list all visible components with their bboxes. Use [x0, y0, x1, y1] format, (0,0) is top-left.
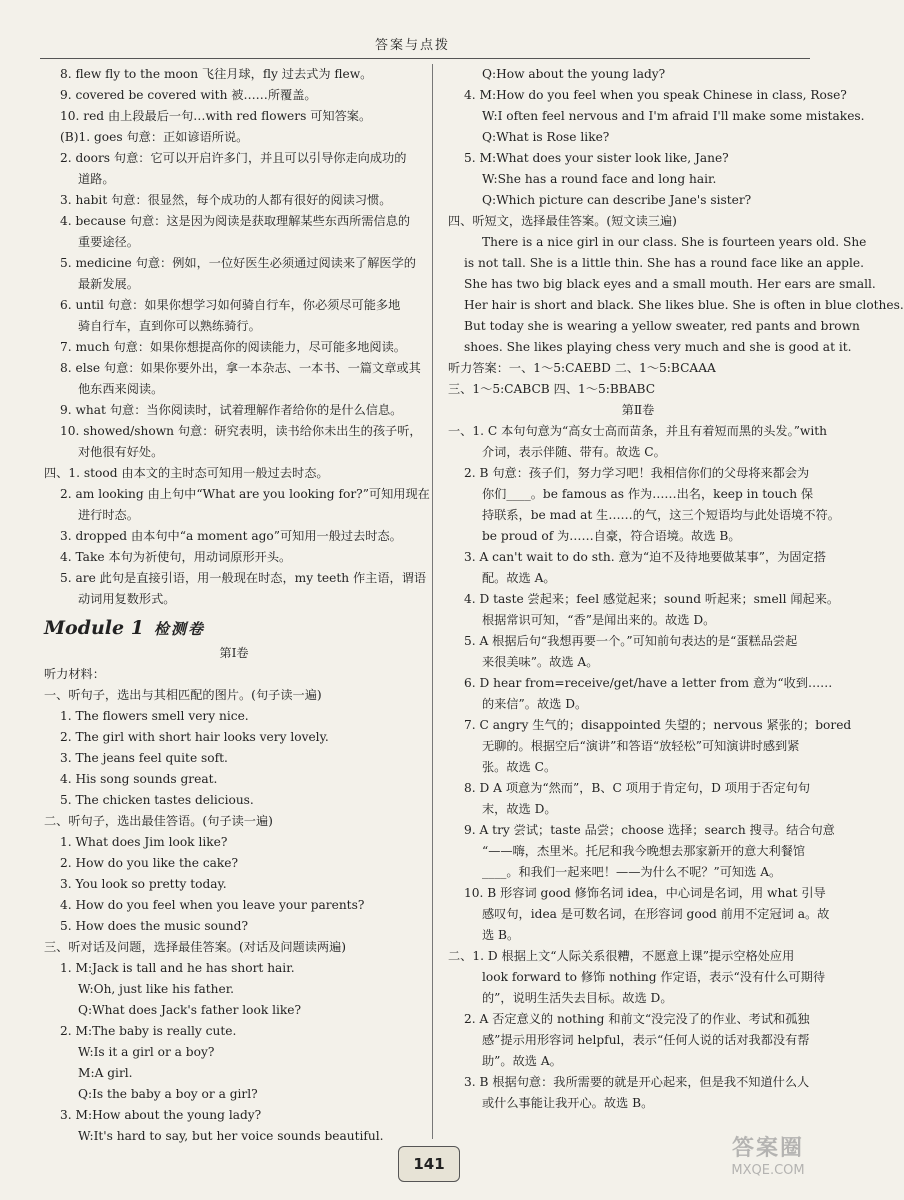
text-line: 8. D A 项意为“然而”，B、C 项用于肯定句，D 项用于否定句句: [464, 781, 811, 795]
text-line: 他东西来阅读。: [78, 382, 164, 396]
module-subtitle: 检测卷: [153, 620, 205, 638]
text-line: 2. doors 句意：它可以开启许多门，并且可以引导你走向成功的: [60, 151, 407, 165]
text-line: 3. habit 句意：很显然，每个成功的人都有很好的阅读习惯。: [60, 193, 392, 207]
text-line: 8. flew fly to the moon 飞往月球，fly 过去式为 flew。: [60, 67, 373, 81]
text-line: (B)1. goes 句意：正如谚语所说。: [60, 130, 249, 144]
text-line: 4. D taste 尝起来；feel 感觉起来；sound 听起来；smell 闻起来。: [464, 592, 840, 606]
text-line: 或什么事能让我开心。故选 B。: [482, 1096, 654, 1110]
page-number-badge: [398, 1146, 460, 1182]
page-number: 141: [413, 1155, 445, 1173]
text-line: 张。故选 C。: [482, 760, 557, 774]
text-line: 5. are 此句是直接引语，用一般现在时态，my teeth 作主语，谓语: [60, 571, 427, 585]
column-divider: [432, 64, 433, 1139]
right-answers: [448, 64, 904, 1114]
text-line: There is a nice girl in our class. She is fourteen years old. She: [482, 235, 867, 249]
text-line: 对他很有好处。: [78, 445, 164, 459]
text-line: M:A girl.: [78, 1066, 133, 1080]
text-line: 5. A 根据后句“我想再要一个。”可知前句表达的是“蛋糕品尝起: [464, 634, 798, 648]
text-line: Q:Which picture can describe Jane's sister?: [482, 193, 752, 207]
text-line: 3. You look so pretty today.: [60, 877, 227, 891]
text-line: 5. The chicken tastes delicious.: [60, 793, 254, 807]
text-line: 10. showed/shown 句意：研究表明，读书给你未出生的孩子听，: [60, 424, 422, 438]
text-line: 的来信”。故选 D。: [482, 697, 588, 711]
text-line: is not tall. She is a little thin. She has a round face like an apple.: [464, 256, 864, 270]
text-line: 听力材料：: [44, 667, 105, 681]
text-line: be proud of 为……自豪，符合语境。故选 B。: [482, 529, 741, 543]
text-line: 1. The flowers smell very nice.: [60, 709, 249, 723]
text-line: 8. else 句意：如果你要外出，拿一本杂志、一本书、一篇文章或其: [60, 361, 421, 375]
text-line: 感叹句，idea 是可数名词，在形容词 good 前用不定冠词 a。故: [482, 907, 830, 921]
text-line: 2. How do you like the cake?: [60, 856, 239, 870]
text-line: 6. D hear from=receive/get/have a letter from 意为“收到……: [464, 676, 833, 690]
text-line: 骑自行车，直到你可以熟练骑行。: [78, 319, 261, 333]
text-line: 四、听短文，选择最佳答案。(短文读三遍): [448, 214, 677, 228]
text-line: 9. what 句意：当你阅读时，试着理解作者给你的是什么信息。: [60, 403, 403, 417]
text-line: 听力答案：一、1～5:CAEBD 二、1～5:BCAAA: [448, 361, 716, 375]
text-line: But today she is wearing a yellow sweater, red pants and brown: [464, 319, 860, 333]
text-line: 1. M:Jack is tall and he has short hair.: [60, 961, 295, 975]
text-line: 来很美味”。故选 A。: [482, 655, 599, 669]
text-line: 二、1. D 根据上文“人际关系很糟，不愿意上课”提示空格处应用: [448, 949, 795, 963]
text-line: 进行时态。: [78, 508, 139, 522]
text-line: 6. until 句意：如果你想学习如何骑自行车，你必须尽可能多地: [60, 298, 401, 312]
text-line: 1. What does Jim look like?: [60, 835, 228, 849]
text-line: 一、1. C 本句句意为“高女士高而苗条，并且有着短而黑的头发。”with: [448, 424, 828, 438]
text-line: 9. covered be covered with 被……所覆盖。: [60, 88, 317, 102]
text-line: 持联系，be mad at 生……的气，这三个短语均与此处语境不符。: [482, 508, 840, 522]
text-line: 动词用复数形式。: [78, 592, 176, 606]
text-line: 介词，表示伴随、带有。故选 C。: [482, 445, 666, 459]
text-line: 3. B 根据句意：我所需要的就是开心起来，但是我不知道什么人: [464, 1075, 810, 1089]
text-line: 10. red 由上段最后一句…with red flowers 可知答案。: [60, 109, 372, 123]
text-line: 10. B 形容词 good 修饰名词 idea，中心词是名词，用 what 引导: [464, 886, 826, 900]
text-line: 三、1～5:CABCB 四、1～5:BBABC: [448, 382, 656, 396]
watermark-url: MXQE.COM: [731, 1163, 805, 1178]
text-line: 2. am looking 由上句中“What are you looking for?”可知用现在: [60, 487, 430, 501]
left-answers: [44, 64, 430, 610]
text-line: W:She has a round face and long hair.: [482, 172, 717, 186]
text-line: 二、听句子，选出最佳答语。(句子读一遍): [44, 814, 273, 828]
text-line: W:Oh, just like his father.: [78, 982, 235, 996]
text-line: 选 B。: [482, 928, 520, 942]
text-line: 4. because 句意：这是因为阅读是获取理解某些东西所需信息的: [60, 214, 411, 228]
text-line: “——嗨，杰里米。托尼和我今晚想去那家新开的意大利餐馆: [482, 844, 806, 858]
listening-material: [44, 643, 424, 1147]
module-name: Module 1: [44, 617, 144, 639]
text-line: 三、听对话及问题，选择最佳答案。(对话及问题读两遍): [44, 940, 347, 954]
text-line: 3. A can't wait to do sth. 意为“迫不及待地要做某事”，为固定搭: [464, 550, 826, 564]
text-line: shoes. She likes playing chess very much and she is good at it.: [464, 340, 852, 354]
text-line: Q:Is the baby a boy or a girl?: [78, 1087, 258, 1101]
text-line: 助”。故选 A。: [482, 1054, 562, 1068]
header-title: 答案与点拨: [374, 38, 450, 53]
text-line: 最新发展。: [78, 277, 139, 291]
text-line: 4. M:How do you feel when you speak Chinese in class, Rose?: [464, 88, 847, 102]
module-title: [44, 614, 424, 643]
text-line: 5. How does the music sound?: [60, 919, 248, 933]
text-line: 3. dropped 由本句中“a moment ago”可知用一般过去时态。: [60, 529, 402, 543]
text-line: Q:What is Rose like?: [482, 130, 610, 144]
text-line: 根据常识可知，“香”是闻出来的。故选 D。: [482, 613, 716, 627]
text-line: 你们____。be famous as 作为……出名，keep in touch 保: [482, 487, 814, 501]
text-line: 一、听句子，选出与其相匹配的图片。(句子读一遍): [44, 688, 322, 702]
text-line: W:Is it a girl or a boy?: [78, 1045, 215, 1059]
text-line: 3. The jeans feel quite soft.: [60, 751, 228, 765]
text-line: 配。故选 A。: [482, 571, 556, 585]
text-line: 第Ⅰ卷: [219, 646, 249, 660]
text-line: 2. M:The baby is really cute.: [60, 1024, 237, 1038]
text-line: W:I often feel nervous and I'm afraid I'll make some mistakes.: [482, 109, 865, 123]
right-column: [448, 64, 904, 1114]
text-line: 4. His song sounds great.: [60, 772, 218, 786]
text-line: Her hair is short and black. She likes blue. She is often in blue clothes.: [464, 298, 904, 312]
text-line: 重要途径。: [78, 235, 139, 249]
text-line: 9. A try 尝试；taste 品尝；choose 选择；search 搜寻。结合句意: [464, 823, 835, 837]
text-line: 四、1. stood 由本文的主时态可知用一般过去时态。: [44, 466, 329, 480]
text-line: 道路。: [78, 172, 115, 186]
text-line: 5. medicine 句意：例如，一位好医生必须通过阅读来了解医学的: [60, 256, 416, 270]
text-line: Q:How about the young lady?: [482, 67, 666, 81]
page-header: [40, 28, 810, 59]
text-line: 2. The girl with short hair looks very lovely.: [60, 730, 329, 744]
left-column: [44, 64, 430, 1147]
text-line: 无聊的。根据空后“演讲”和答语“放轻松”可知演讲时感到紧: [482, 739, 800, 753]
text-line: 2. A 否定意义的 nothing 和前文“没完没了的作业、考试和孤独: [464, 1012, 810, 1026]
text-line: 7. much 句意：如果你想提高你的阅读能力，尽可能多地阅读。: [60, 340, 406, 354]
text-line: 末，故选 D。: [482, 802, 557, 816]
text-line: 5. M:What does your sister look like, Jane?: [464, 151, 729, 165]
text-line: ____。和我们一起来吧！——为什么不呢？”可知选 A。: [482, 865, 782, 879]
text-line: 第Ⅱ卷: [621, 403, 655, 417]
text-line: Q:What does Jack's father look like?: [78, 1003, 302, 1017]
text-line: 2. B 句意：孩子们，努力学习吧！我相信你们的父母将来都会为: [464, 466, 810, 480]
text-line: W:It's hard to say, but her voice sounds beautiful.: [78, 1129, 384, 1143]
watermark-logo: 答案圈: [731, 1136, 804, 1161]
text-line: 4. How do you feel when you leave your parents?: [60, 898, 365, 912]
text-line: 3. M:How about the young lady?: [60, 1108, 262, 1122]
text-line: 感”提示用形容词 helpful，表示“任何人说的话对我都没有帮: [482, 1033, 810, 1047]
text-line: 4. Take 本句为祈使句，用动词原形开头。: [60, 550, 292, 564]
watermark-stamp: [708, 1138, 828, 1192]
text-line: 的”，说明生活失去目标。故选 D。: [482, 991, 673, 1005]
text-line: 7. C angry 生气的；disappointed 失望的；nervous 紧张的；bored: [464, 718, 852, 732]
text-line: look forward to 修饰 nothing 作定语，表示“没有什么可期待: [482, 970, 826, 984]
text-line: She has two big black eyes and a small mouth. Her ears are small.: [464, 277, 876, 291]
